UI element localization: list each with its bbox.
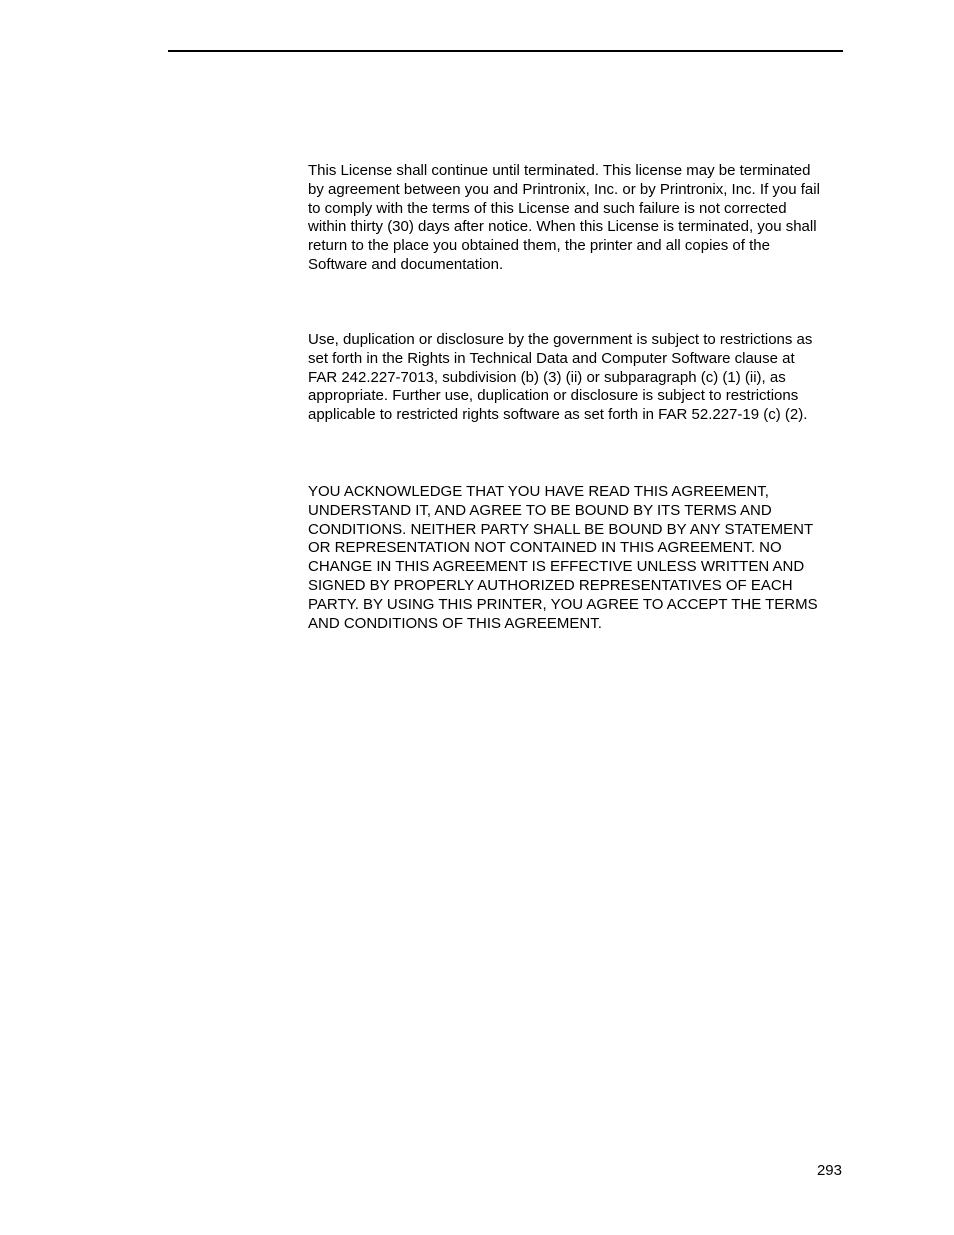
paragraph-line: set forth in the Rights in Technical Data and Computer Software clause at: [308, 349, 795, 367]
paragraph-line: OR REPRESENTATION NOT CONTAINED IN THIS AGREEMENT. NO: [308, 539, 782, 557]
paragraph-line: Software and documentation.: [308, 255, 504, 273]
termination-paragraph: [308, 162, 848, 275]
paragraph-line: This License shall continue until terminated. This license may be terminated: [308, 162, 811, 179]
header-rule: [168, 50, 843, 52]
paragraph-line: CHANGE IN THIS AGREEMENT IS EFFECTIVE UNLESS WRITTEN AND: [308, 558, 805, 576]
paragraph-line: applicable to restricted rights software as set forth in FAR 52.227-19 (c) (2).: [308, 406, 808, 424]
paragraph-line: appropriate. Further use, duplication or disclosure is subject to restrictions: [308, 387, 799, 405]
paragraph-line: SIGNED BY PROPERLY AUTHORIZED REPRESENTATIVES OF EACH: [308, 576, 793, 594]
paragraph-line: by agreement between you and Printronix, Inc. or by Printronix, Inc. If you fail: [308, 180, 820, 198]
paragraph-line: Use, duplication or disclosure by the government is subject to restrictions as: [308, 331, 813, 348]
paragraph-line: YOU ACKNOWLEDGE THAT YOU HAVE READ THIS AGREEMENT,: [308, 483, 769, 500]
paragraph-line: return to the place you obtained them, the printer and all copies of the: [308, 237, 770, 255]
acknowledgement-paragraph: [308, 483, 848, 633]
paragraph-line: within thirty (30) days after notice. When this License is terminated, you shall: [308, 218, 817, 236]
paragraph-line: FAR 242.227-7013, subdivision (b) (3) (ii) or subparagraph (c) (1) (ii), as: [308, 368, 786, 386]
paragraph-line: to comply with the terms of this License and such failure is not corrected: [308, 199, 787, 217]
page-number: 293: [816, 1162, 842, 1179]
government-restricted-rights-paragraph: [308, 331, 848, 425]
paragraph-line: CONDITIONS. NEITHER PARTY SHALL BE BOUND BY ANY STATEMENT: [308, 520, 814, 538]
paragraph-line: PARTY. BY USING THIS PRINTER, YOU AGREE TO ACCEPT THE TERMS: [308, 595, 818, 613]
paragraph-line: AND CONDITIONS OF THIS AGREEMENT.: [308, 614, 602, 632]
paragraph-line: UNDERSTAND IT, AND AGREE TO BE BOUND BY ITS TERMS AND: [308, 501, 772, 519]
